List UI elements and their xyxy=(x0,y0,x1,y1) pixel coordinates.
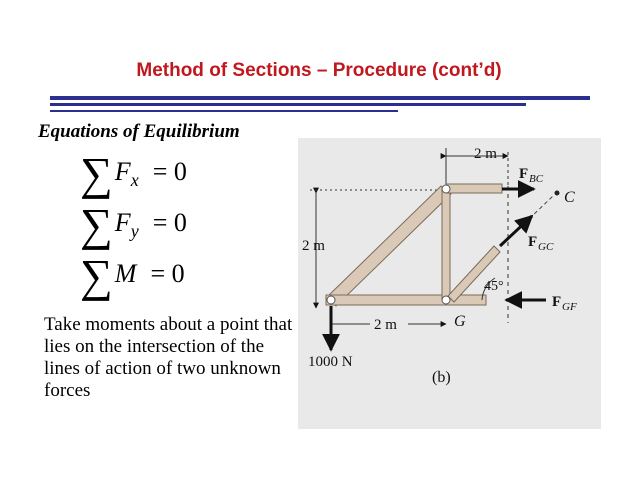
equation-rhs: = 0 xyxy=(152,157,187,186)
equation-sum-fy xyxy=(80,199,187,251)
point-c-label: C xyxy=(564,189,575,206)
force-gf-label: F xyxy=(552,294,562,310)
equation-variable: M xyxy=(114,259,137,288)
equation-variable: F xyxy=(114,157,131,186)
dim-bottom-label: 2 m xyxy=(374,317,397,333)
title-rule-bottom xyxy=(50,110,398,112)
truss-section-figure xyxy=(298,138,601,429)
force-gc-subscript: GC xyxy=(538,241,554,253)
equation-rhs: = 0 xyxy=(152,208,187,237)
equation-variable: F xyxy=(114,208,131,237)
title-rule-top xyxy=(50,96,590,100)
equation-rhs: = 0 xyxy=(150,259,185,288)
dim-left-label: 2 m xyxy=(302,238,325,254)
equation-sum-m xyxy=(80,250,185,302)
title-rule-middle xyxy=(50,103,526,106)
figure-caption: (b) xyxy=(432,369,451,386)
sum-symbol: ∑ xyxy=(80,148,113,200)
force-bc-subscript: BC xyxy=(529,173,544,185)
dim-top-label: 2 m xyxy=(474,146,497,162)
force-gc-label: F xyxy=(528,234,538,250)
sum-symbol: ∑ xyxy=(80,199,113,251)
joint-c-point xyxy=(555,191,560,196)
sum-symbol: ∑ xyxy=(80,250,113,302)
angle-label: 45° xyxy=(484,279,504,294)
load-label: 1000 N xyxy=(308,354,353,370)
equation-sum-fx xyxy=(80,148,187,200)
force-gf-subscript: GF xyxy=(562,301,577,313)
equation-subscript: x xyxy=(130,170,139,190)
moment-instruction-text: Take moments about a point that lies on the intersection of the lines of action of two unknown forces xyxy=(44,314,293,401)
equations-heading: Equations of Equilibrium xyxy=(38,121,240,142)
equation-subscript: y xyxy=(130,221,139,241)
point-g-label: G xyxy=(454,313,466,330)
force-bc-label: F xyxy=(519,166,529,182)
slide-title: Method of Sections – Procedure (cont’d) xyxy=(136,60,502,81)
